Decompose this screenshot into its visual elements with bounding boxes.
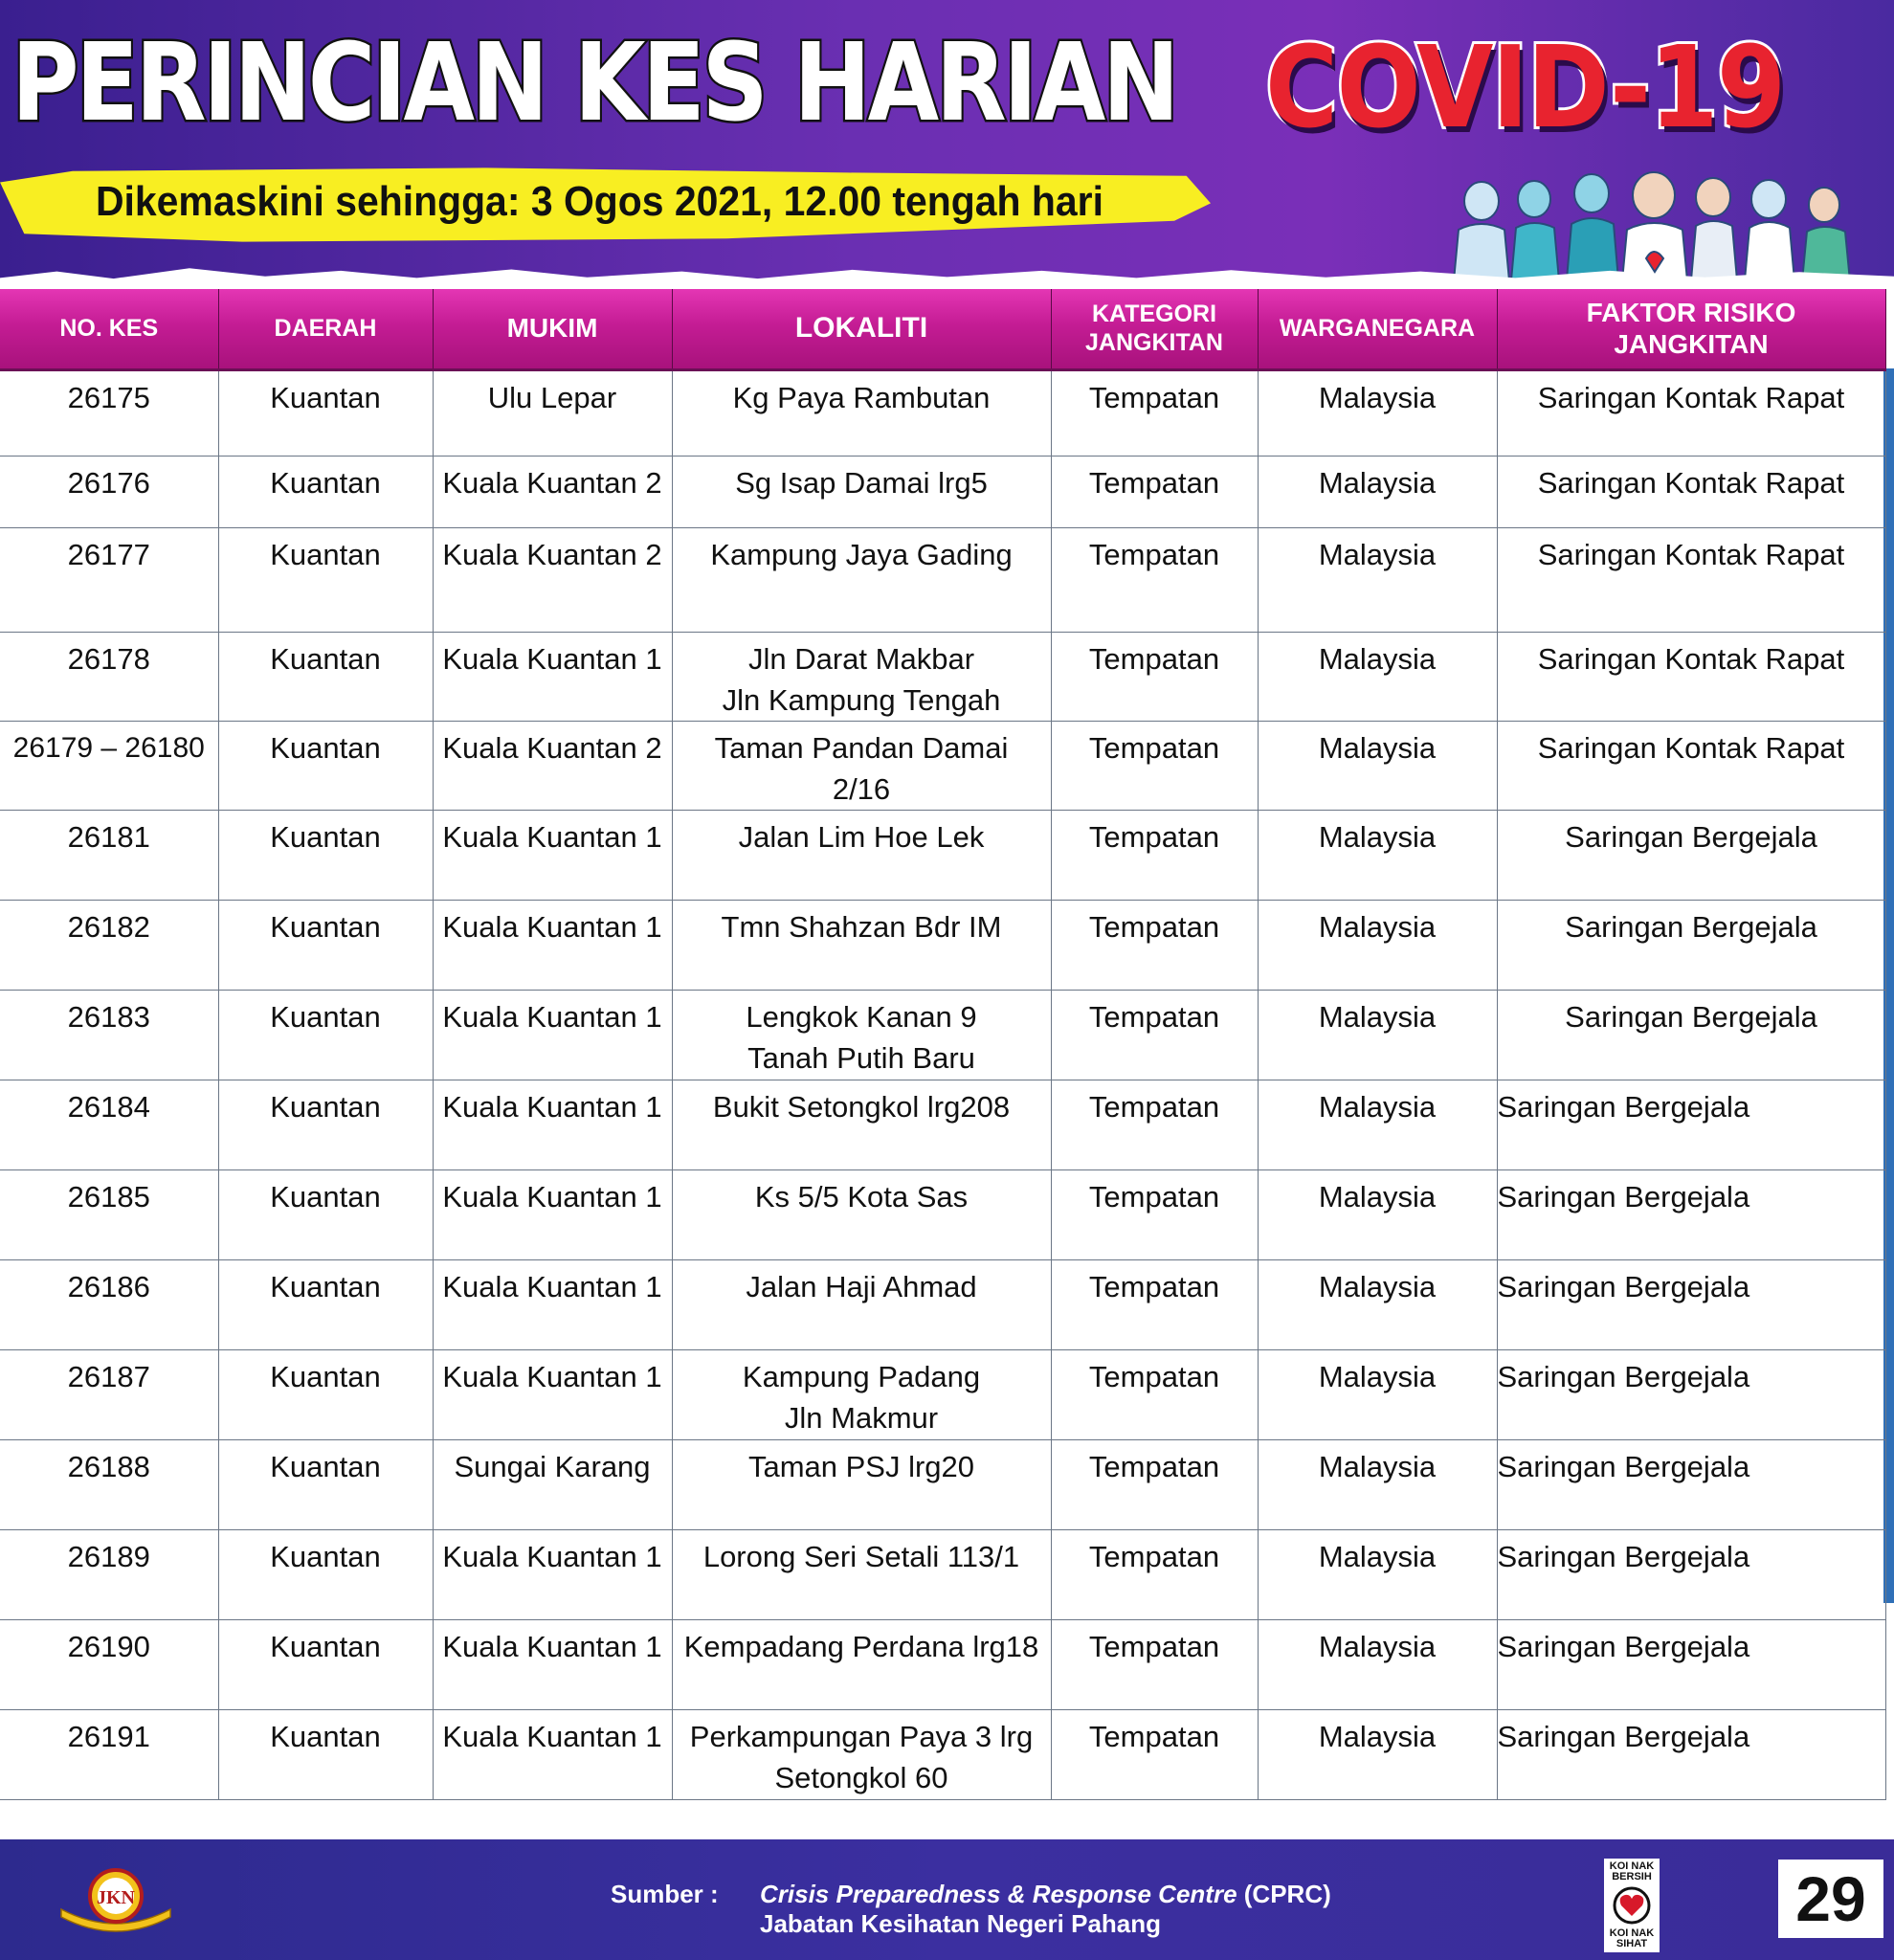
case-number-cell: 26191 [0, 1709, 218, 1799]
table-row [0, 1709, 1885, 1799]
case-number-cell: 26190 [0, 1619, 218, 1709]
lokaliti-line: Tanah Putih Baru [747, 1040, 975, 1075]
table-row [0, 810, 1885, 900]
daerah-cell: Kuantan [218, 1529, 433, 1619]
faktor-risiko-cell: Saringan Kontak Rapat [1497, 527, 1885, 632]
warganegara-cell: Malaysia [1258, 1080, 1497, 1169]
mukim-cell: Kuala Kuantan 1 [433, 1169, 672, 1259]
table-row [0, 1439, 1885, 1529]
warganegara-cell: Malaysia [1258, 456, 1497, 527]
mukim-cell: Kuala Kuantan 1 [433, 1619, 672, 1709]
lokaliti-cell [672, 1259, 1051, 1349]
table-row [0, 1169, 1885, 1259]
daerah-cell: Kuantan [218, 990, 433, 1080]
lokaliti-cell [672, 456, 1051, 527]
warganegara-cell: Malaysia [1258, 369, 1497, 456]
lokaliti-cell [672, 990, 1051, 1080]
daerah-cell: Kuantan [218, 1259, 433, 1349]
kategori-cell: Tempatan [1051, 990, 1258, 1080]
lokaliti-cell [672, 1349, 1051, 1439]
lokaliti-cell [672, 369, 1051, 456]
warganegara-cell: Malaysia [1258, 810, 1497, 900]
warganegara-cell: Malaysia [1258, 632, 1497, 721]
source-organization: Crisis Preparedness & Response Centre (CPRC) [760, 1880, 1331, 1908]
daerah-cell: Kuantan [218, 527, 433, 632]
mukim-cell: Kuala Kuantan 1 [433, 990, 672, 1080]
daerah-cell: Kuantan [218, 1439, 433, 1529]
table-row [0, 1259, 1885, 1349]
lokaliti-line: Lengkok Kanan 9 [746, 999, 977, 1034]
column-header-mukim: MUKIM [433, 289, 672, 369]
case-number-cell: 26175 [0, 369, 218, 456]
kategori-cell: Tempatan [1051, 527, 1258, 632]
warganegara-cell: Malaysia [1258, 900, 1497, 990]
warganegara-cell: Malaysia [1258, 1709, 1497, 1799]
kategori-cell: Tempatan [1051, 1259, 1258, 1349]
faktor-risiko-cell: Saringan Bergejala [1497, 1259, 1885, 1349]
lokaliti-line: Jln Makmur [784, 1400, 939, 1435]
lokaliti-line: Kampung Padang [742, 1359, 981, 1393]
lokaliti-line: Perkampungan Paya 3 lrg [689, 1719, 1034, 1753]
daerah-cell: Kuantan [218, 1709, 433, 1799]
table-row [0, 900, 1885, 990]
table-row [0, 1349, 1885, 1439]
lokaliti-line: Bukit Setongkol lrg208 [712, 1089, 1011, 1124]
page-title: PERINCIAN KES HARIAN [11, 21, 1177, 145]
health-workers-illustration [1424, 163, 1874, 287]
faktor-risiko-cell: Saringan Bergejala [1497, 1529, 1885, 1619]
daerah-cell: Kuantan [218, 1080, 433, 1169]
mukim-cell: Kuala Kuantan 2 [433, 527, 672, 632]
mukim-cell: Kuala Kuantan 2 [433, 456, 672, 527]
faktor-risiko-cell: Saringan Kontak Rapat [1497, 632, 1885, 721]
warganegara-cell: Malaysia [1258, 1619, 1497, 1709]
warganegara-cell: Malaysia [1258, 721, 1497, 810]
kategori-cell: Tempatan [1051, 1439, 1258, 1529]
kategori-cell: Tempatan [1051, 1619, 1258, 1709]
lokaliti-line: Ks 5/5 Kota Sas [754, 1179, 969, 1214]
kategori-cell: Tempatan [1051, 1080, 1258, 1169]
case-number-cell: 26177 [0, 527, 218, 632]
faktor-risiko-cell: Saringan Bergejala [1497, 1080, 1885, 1169]
faktor-risiko-cell: Saringan Kontak Rapat [1497, 721, 1885, 810]
lokaliti-cell [672, 900, 1051, 990]
mukim-cell: Kuala Kuantan 1 [433, 1349, 672, 1439]
case-table-container [0, 289, 1885, 1800]
kategori-cell: Tempatan [1051, 900, 1258, 990]
mukim-cell: Kuala Kuantan 1 [433, 900, 672, 990]
warganegara-cell: Malaysia [1258, 1439, 1497, 1529]
faktor-risiko-cell: Saringan Bergejala [1497, 990, 1885, 1080]
faktor-risiko-cell: Saringan Bergejala [1497, 1439, 1885, 1529]
mukim-cell: Kuala Kuantan 2 [433, 721, 672, 810]
faktor-risiko-cell: Saringan Bergejala [1497, 1619, 1885, 1709]
kategori-cell: Tempatan [1051, 632, 1258, 721]
daerah-cell: Kuantan [218, 1349, 433, 1439]
column-header-kategori: KATEGORI JANGKITAN [1051, 289, 1258, 369]
daerah-cell: Kuantan [218, 456, 433, 527]
covid-title: COVID-19 [1265, 21, 1785, 153]
daerah-cell: Kuantan [218, 369, 433, 456]
jkn-logo [56, 1861, 176, 1938]
mukim-cell: Ulu Lepar [433, 369, 672, 456]
column-header-daerah: DAERAH [218, 289, 433, 369]
lokaliti-line: Tmn Shahzan Bdr IM [721, 909, 1002, 944]
lokaliti-cell [672, 1439, 1051, 1529]
mukim-cell: Kuala Kuantan 1 [433, 1709, 672, 1799]
column-header-no-kes: NO. KES [0, 289, 218, 369]
source-label: Sumber : [611, 1880, 719, 1908]
table-row [0, 456, 1885, 527]
lokaliti-line: Taman Pandan Damai [714, 730, 1009, 765]
table-row [0, 1080, 1885, 1169]
lokaliti-line: Lorong Seri Setali 113/1 [702, 1539, 1020, 1573]
case-number-cell: 26188 [0, 1439, 218, 1529]
daerah-cell: Kuantan [218, 632, 433, 721]
lokaliti-line: Taman PSJ lrg20 [747, 1449, 975, 1483]
daerah-cell: Kuantan [218, 900, 433, 990]
lokaliti-line: Kempadang Perdana lrg18 [683, 1629, 1039, 1663]
lokaliti-cell [672, 1709, 1051, 1799]
case-number-cell: 26183 [0, 990, 218, 1080]
case-number-cell: 26186 [0, 1259, 218, 1349]
faktor-risiko-cell: Saringan Bergejala [1497, 1169, 1885, 1259]
lokaliti-line: Kg Paya Rambutan [732, 380, 991, 414]
table-row [0, 527, 1885, 632]
faktor-risiko-cell: Saringan Bergejala [1497, 1349, 1885, 1439]
table-row [0, 721, 1885, 810]
lokaliti-cell [672, 1080, 1051, 1169]
case-number-cell: 26179 – 26180 [0, 721, 218, 810]
kategori-cell: Tempatan [1051, 1169, 1258, 1259]
case-number-cell: 26182 [0, 900, 218, 990]
warganegara-cell: Malaysia [1258, 1529, 1497, 1619]
case-details-table [0, 289, 1886, 1800]
case-number-cell: 26185 [0, 1169, 218, 1259]
update-date-text: Dikemaskini sehingga: 3 Ogos 2021, 12.00 tengah hari [96, 178, 1103, 225]
daerah-cell: Kuantan [218, 1619, 433, 1709]
mukim-cell: Kuala Kuantan 1 [433, 1080, 672, 1169]
case-number-cell: 26181 [0, 810, 218, 900]
column-header-faktor: FAKTOR RISIKO JANGKITAN [1497, 289, 1885, 369]
kategori-cell: Tempatan [1051, 1709, 1258, 1799]
warganegara-cell: Malaysia [1258, 1169, 1497, 1259]
lokaliti-line: Jalan Haji Ahmad [746, 1269, 977, 1303]
table-row [0, 632, 1885, 721]
header-banner [0, 0, 1894, 287]
column-header-warganegara: WARGANEGARA [1258, 289, 1497, 369]
faktor-risiko-cell: Saringan Bergejala [1497, 1709, 1885, 1799]
lokaliti-line: Jln Darat Makbar [747, 641, 975, 676]
kategori-cell: Tempatan [1051, 456, 1258, 527]
warganegara-cell: Malaysia [1258, 990, 1497, 1080]
case-number-cell: 26184 [0, 1080, 218, 1169]
kategori-cell: Tempatan [1051, 1349, 1258, 1439]
page-number: 29 [1778, 1860, 1883, 1938]
lokaliti-cell [672, 810, 1051, 900]
kategori-cell: Tempatan [1051, 369, 1258, 456]
lokaliti-line: Sg Isap Damai lrg5 [735, 465, 988, 500]
faktor-risiko-cell: Saringan Kontak Rapat [1497, 456, 1885, 527]
case-number-cell: 26178 [0, 632, 218, 721]
lokaliti-cell [672, 1169, 1051, 1259]
lokaliti-cell [672, 1619, 1051, 1709]
daerah-cell: Kuantan [218, 810, 433, 900]
mukim-cell: Kuala Kuantan 1 [433, 632, 672, 721]
warganegara-cell: Malaysia [1258, 1259, 1497, 1349]
kategori-cell: Tempatan [1051, 810, 1258, 900]
mukim-cell: Sungai Karang [433, 1439, 672, 1529]
table-row [0, 990, 1885, 1080]
lokaliti-line: Jln Kampung Tengah [722, 682, 1001, 717]
lokaliti-cell [672, 632, 1051, 721]
kategori-cell: Tempatan [1051, 721, 1258, 810]
faktor-risiko-cell: Saringan Bergejala [1497, 810, 1885, 900]
faktor-risiko-cell: Saringan Bergejala [1497, 900, 1885, 990]
column-header-lokaliti: LOKALITI [672, 289, 1051, 369]
kategori-cell: Tempatan [1051, 1529, 1258, 1619]
lokaliti-cell [672, 721, 1051, 810]
case-number-cell: 26187 [0, 1349, 218, 1439]
mukim-cell: Kuala Kuantan 1 [433, 1259, 672, 1349]
daerah-cell: Kuantan [218, 721, 433, 810]
source-department: Jabatan Kesihatan Negeri Pahang [760, 1909, 1162, 1938]
lokaliti-line: Jalan Lim Hoe Lek [738, 819, 985, 854]
table-row [0, 1529, 1885, 1619]
warganegara-cell: Malaysia [1258, 527, 1497, 632]
svg-text:JKN: JKN [97, 1887, 135, 1908]
case-number-cell: 26189 [0, 1529, 218, 1619]
lokaliti-line: Setongkol 60 [774, 1760, 948, 1794]
lokaliti-line: Kampung Jaya Gading [710, 537, 1013, 571]
mukim-cell: Kuala Kuantan 1 [433, 810, 672, 900]
mukim-cell: Kuala Kuantan 1 [433, 1529, 672, 1619]
warganegara-cell: Malaysia [1258, 1349, 1497, 1439]
table-row [0, 369, 1885, 456]
case-number-cell: 26176 [0, 456, 218, 527]
lokaliti-cell [672, 527, 1051, 632]
lokaliti-line: 2/16 [832, 771, 891, 806]
faktor-risiko-cell: Saringan Kontak Rapat [1497, 369, 1885, 456]
lokaliti-cell [672, 1529, 1051, 1619]
daerah-cell: Kuantan [218, 1169, 433, 1259]
koi-nak-sihat-logo: KOI NAK BERSIH KOI NAK SIHAT [1604, 1859, 1660, 1952]
table-row [0, 1619, 1885, 1709]
table-header-row [0, 289, 1885, 369]
